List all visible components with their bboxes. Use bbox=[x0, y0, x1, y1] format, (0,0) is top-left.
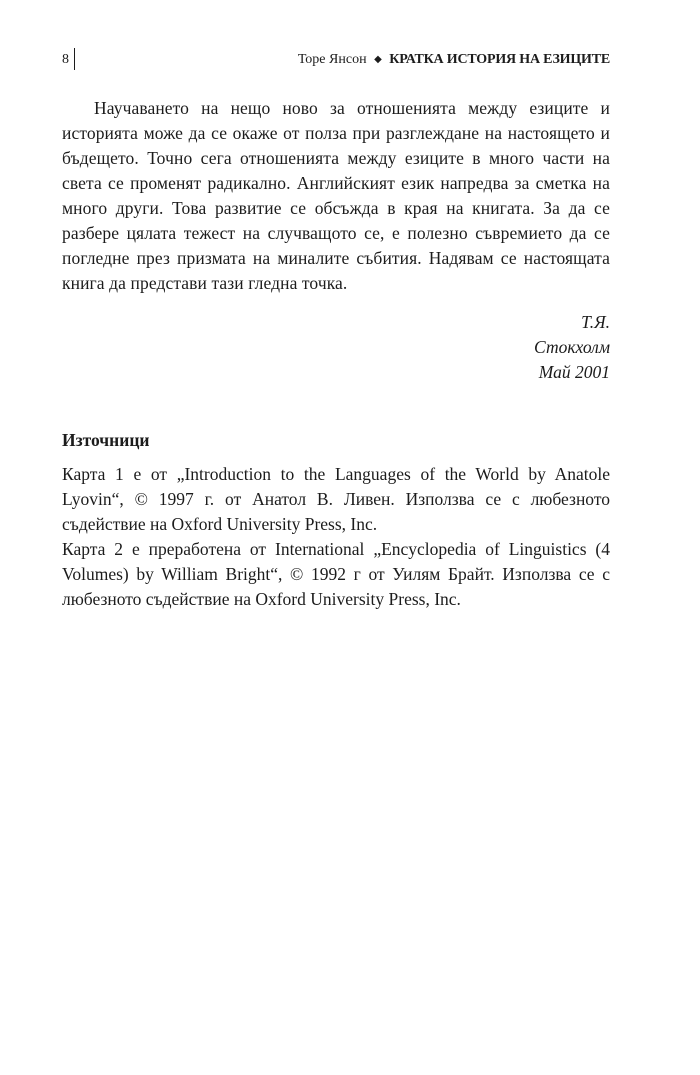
signature-place: Стокхолм bbox=[534, 337, 610, 357]
diamond-separator-icon: ◆ bbox=[374, 54, 382, 65]
body-text bbox=[62, 96, 610, 296]
running-header bbox=[62, 50, 610, 70]
signature-date: Май 2001 bbox=[538, 362, 610, 382]
header-title-group bbox=[298, 50, 610, 70]
header-author: Торе Янсон bbox=[297, 52, 367, 67]
signature-initials: Т.Я. bbox=[581, 312, 610, 332]
signature-block bbox=[534, 310, 610, 385]
header-book-title: КРАТКА ИСТОРИЯ НА ЕЗИЦИТЕ bbox=[389, 52, 610, 67]
body-paragraph: Научаването на нещо ново за отношенията между езиците и историята може да се окаже от полза при разглеждане на настоящето и бъдещето. Точно сега отношенията между езиците в много части на света се променят радикално. Английският език напредва за сметка на много други. Това развитие се обсъжда в края на книгата. За да се разбере цялата тежест на случващото се, е полезно съвремието да се погледне през призмата на миналите събития. Надявам се настоящата книга да представи тази гледна точка. bbox=[62, 98, 610, 293]
header-divider bbox=[74, 48, 75, 70]
sources-list bbox=[62, 462, 610, 612]
sources-heading: Източници bbox=[62, 430, 150, 450]
source-item-map-2: Карта 2 е преработена от International „Encyclopedia of Linguistics (4 Volumes) by William Bright“, © 1992 г от Уилям Брайт. Използва се с любезното съдействие на Oxford University Press, Inc. bbox=[62, 539, 610, 609]
source-item-map-1: Карта 1 е от „Introduction to the Languages of the World by Anatole Lyovin“, © 1997 г. от Анатол В. Ливен. Използва се с любезното съдействие на Oxford University Press, Inc. bbox=[62, 464, 610, 534]
page-number: 8 bbox=[62, 52, 69, 67]
